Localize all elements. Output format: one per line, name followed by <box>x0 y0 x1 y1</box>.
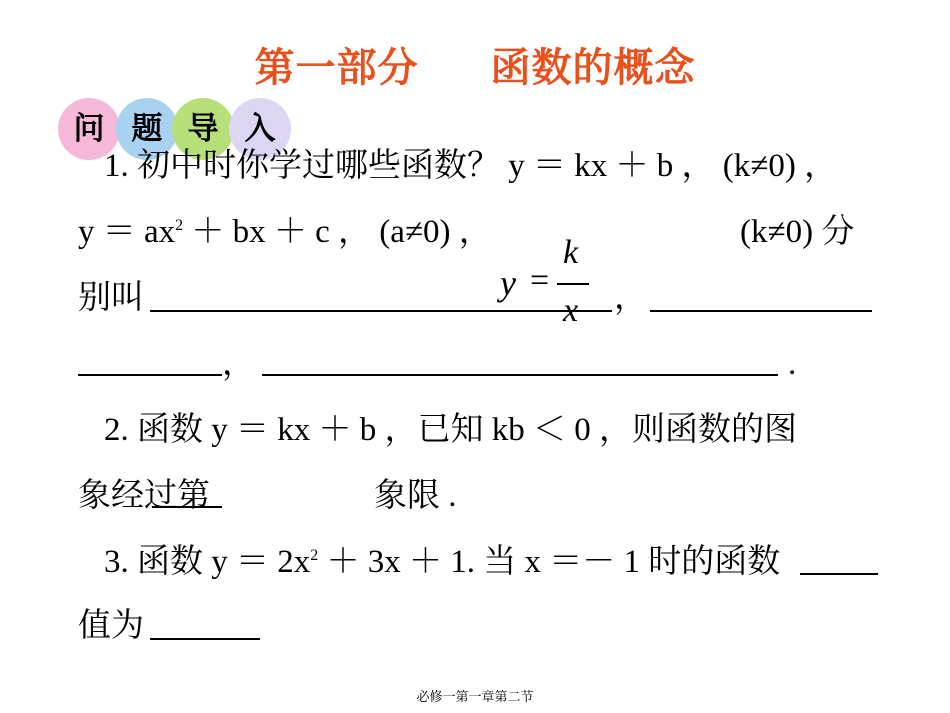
q2-line2-a: 象经过第 <box>78 478 210 514</box>
answer-blank-q3a[interactable] <box>800 573 878 575</box>
formula-numerator: k <box>563 234 579 271</box>
q1-line2: $y = ax^2$ ＋ bx ＋ c ， (a≠0) ， <box>78 214 492 250</box>
badge-ru: 入 <box>229 98 291 160</box>
q3-line2: 值为 <box>78 608 144 644</box>
badge-dao: 导 <box>172 98 234 160</box>
fraction-bar <box>557 283 589 285</box>
badge-wen: 问 <box>58 98 120 160</box>
page-title <box>0 36 950 93</box>
comma: ， <box>222 346 255 382</box>
answer-blank-2b[interactable] <box>78 374 222 376</box>
footer-caption: 必修一第一章第二节 <box>416 690 534 705</box>
badge-ti: 题 <box>116 98 178 160</box>
answer-blank-2[interactable] <box>650 310 872 312</box>
q3-line1: 3. 函数 $y = 2x^2 + 3x + 1$. 当 x ＝－ 1 时的函数 <box>104 544 781 580</box>
q1-line1: 1. 初中时你学过哪些函数？ y ＝ kx ＋ b ， (k≠0) ， <box>104 148 838 184</box>
formula-lhs: y <box>500 263 516 303</box>
q2-line1: 2. 函数 y ＝ kx ＋ b ，已知 kb ＜ 0 ，则函数的图 <box>104 412 797 448</box>
period: . <box>788 346 797 382</box>
title-part: 第一部分 <box>254 45 419 91</box>
answer-blank-q3b[interactable] <box>150 638 260 640</box>
answer-blank-3[interactable] <box>262 374 778 376</box>
formula-eq: = <box>530 262 550 299</box>
formula-denominator: x <box>563 292 579 329</box>
q1-line2-end: (k≠0) 分 <box>740 214 855 250</box>
answer-blank-q2[interactable] <box>152 506 222 508</box>
q1-line3-label: 别叫 <box>78 280 144 316</box>
answer-blank-1[interactable] <box>150 310 612 312</box>
title-topic: 函数的概念 <box>490 45 696 91</box>
comma: ， <box>614 280 647 316</box>
q2-line2-b: 象限 . <box>374 478 457 514</box>
